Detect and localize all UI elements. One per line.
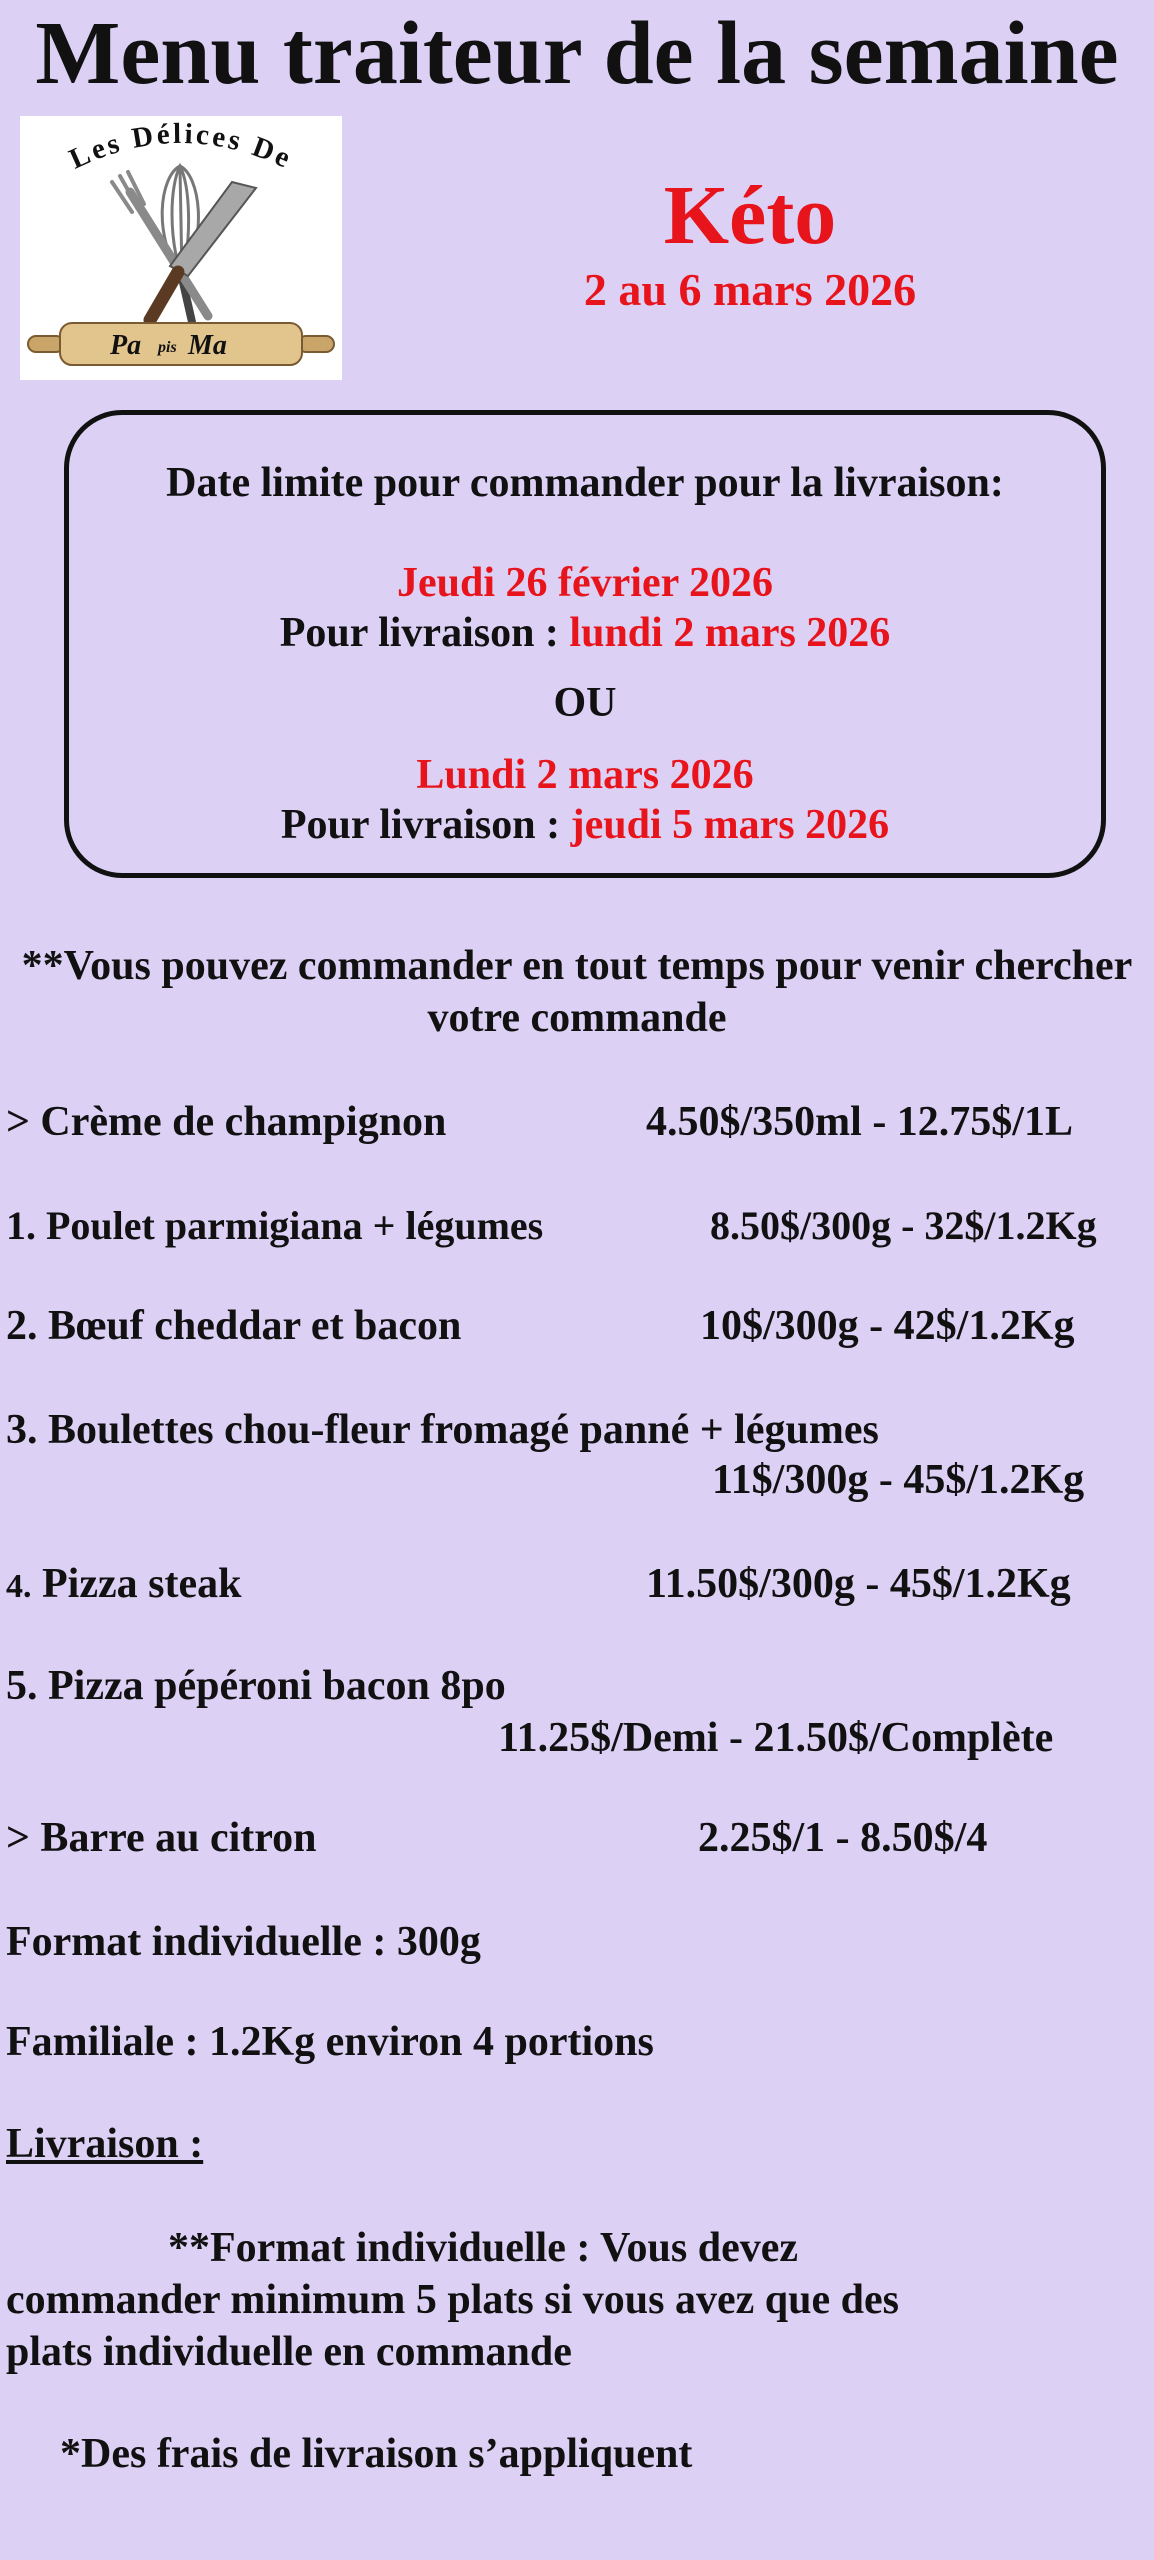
option2-delivery (69, 799, 1101, 851)
delivery-fees-note: *Des frais de livraison s’appliquent (60, 2431, 693, 2477)
menu-item-soup-price: 4.50$/350ml - 12.75$/1L (646, 1099, 1073, 1145)
menu-item-1-name: 1. Poulet parmigiana + légumes (6, 1203, 544, 1248)
menu-item-5-name: 5. Pizza pépéroni bacon 8po (6, 1663, 506, 1709)
format-family: Familiale : 1.2Kg environ 4 portions (6, 2019, 654, 2065)
option2-order-date: Lundi 2 mars 2026 (416, 752, 754, 798)
diet-title: Kéto (663, 169, 837, 262)
menu-item-3-price: 11$/300g - 45$/1.2Kg (712, 1457, 1085, 1503)
logo-text-ma: Ma (188, 330, 227, 361)
menu-item-soup-name: > Crème de champignon (6, 1099, 447, 1145)
or-separator: OU (553, 680, 617, 726)
logo-text-pa: Pa (110, 330, 142, 361)
rolling-pin-icon (28, 323, 334, 365)
menu-item-4-label: Pizza steak (31, 1561, 242, 1607)
menu-item-dessert-name: > Barre au citron (6, 1815, 317, 1861)
logo-text-pis: pis (158, 339, 177, 356)
pickup-note: **Vous pouvez commander en tout temps pour venir chercher votre commande (21, 943, 1133, 1041)
week-dates: 2 au 6 mars 2026 (583, 264, 917, 315)
option1-delivery (69, 607, 1101, 659)
page-title: Menu traiteur de la semaine (35, 4, 1119, 103)
menu-item-4-name (6, 1558, 241, 1613)
delivery-rule-line1: **Format individuelle : Vous devez (168, 2225, 799, 2271)
menu-item-4-number: 4. (6, 1568, 32, 1605)
delivery-rule-line3: plats individuelle en commande (6, 2329, 572, 2375)
menu-item-1-price: 8.50$/300g - 32$/1.2Kg (710, 1203, 1097, 1248)
menu-item-2-name: 2. Bœuf cheddar et bacon (6, 1303, 462, 1349)
delivery-rule-line2: commander minimum 5 plats si vous avez que des (6, 2277, 899, 2323)
option2-delivery-label: Pour livraison : (280, 802, 571, 848)
menu-item-5-price: 11.25$/Demi - 21.50$/Complète (498, 1715, 1054, 1761)
format-individual: Format individuelle : 300g (6, 1919, 481, 1965)
option2-delivery-date: jeudi 5 mars 2026 (570, 802, 890, 848)
deadline-box (64, 410, 1106, 878)
menu-item-4-price: 11.50$/300g - 45$/1.2Kg (646, 1561, 1071, 1607)
menu-item-3-name: 3. Boulettes chou-fleur fromagé panné + légumes (6, 1407, 879, 1453)
logo-text-top: Les Délices De (64, 117, 298, 176)
option1-delivery-date: lundi 2 mars 2026 (569, 610, 891, 656)
option1-delivery-label: Pour livraison : (279, 610, 570, 656)
delivery-heading: Livraison : (6, 2121, 204, 2167)
logo (20, 116, 342, 380)
menu-item-2-price: 10$/300g - 42$/1.2Kg (700, 1303, 1075, 1349)
option1-order-date: Jeudi 26 février 2026 (397, 560, 773, 606)
menu-item-dessert-price: 2.25$/1 - 8.50$/4 (698, 1815, 988, 1861)
deadline-heading: Date limite pour commander pour la livraison: (166, 460, 1004, 506)
